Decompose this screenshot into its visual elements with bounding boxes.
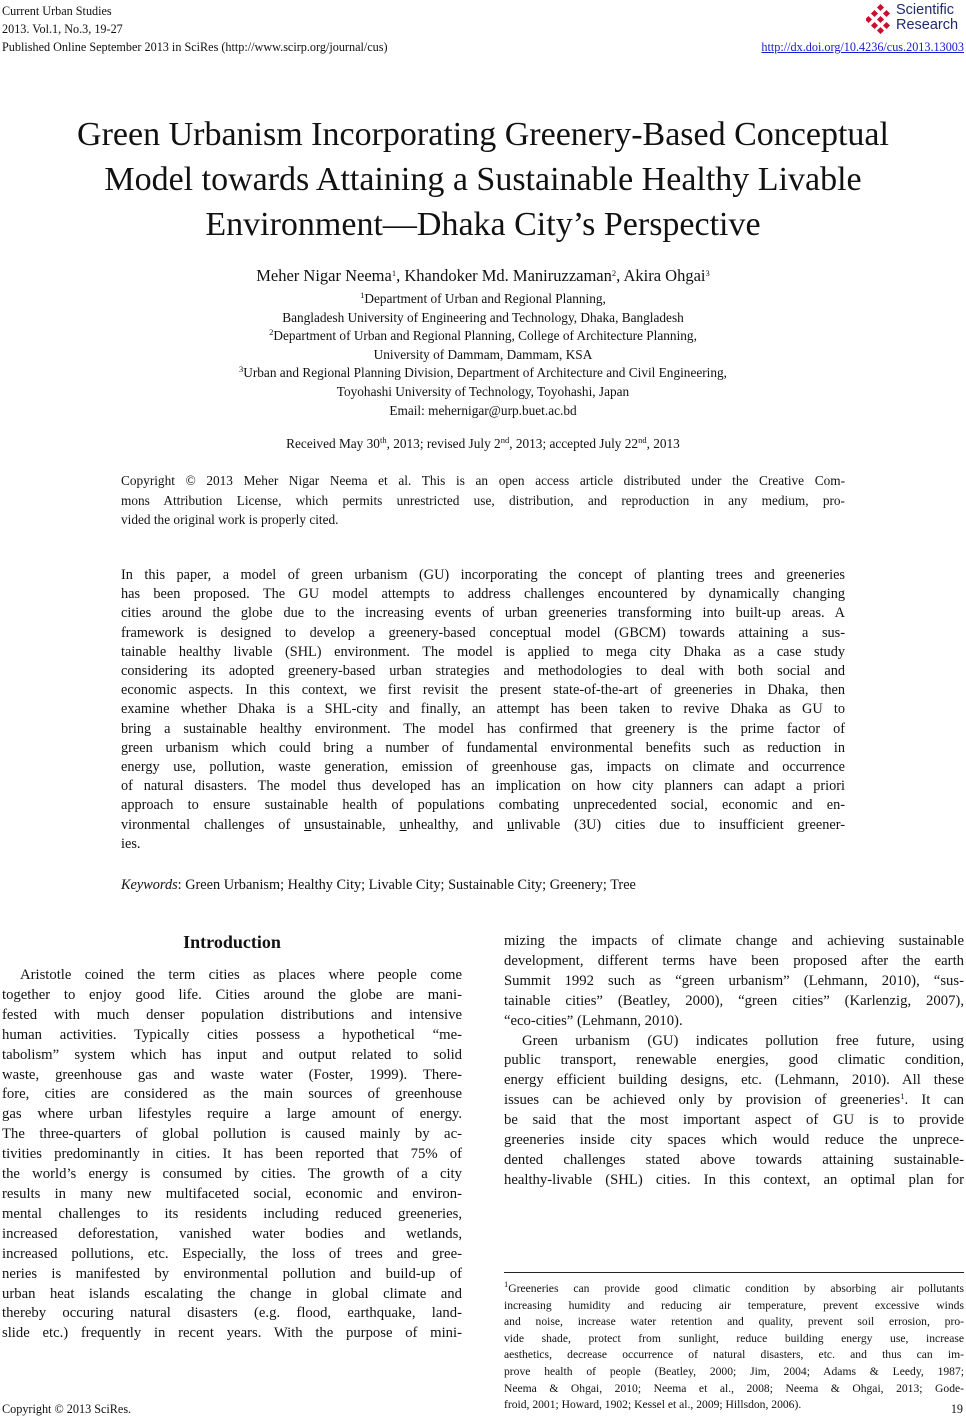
body-line: energy efficient building designs, etc. (Lehmann, 2010). All these xyxy=(504,1072,964,1089)
body-line: tabolism” system which has input and output related to solid xyxy=(2,1046,462,1063)
body-line: dented challenges stated above towards attaining sustainable- xyxy=(504,1151,964,1168)
body-line: human activities. Typically cities possess a hypothetical “me- xyxy=(2,1026,462,1043)
keywords-label: Keywords xyxy=(121,877,178,893)
scientific-research-logo xyxy=(866,2,966,38)
abstract-line: ies. xyxy=(121,835,141,852)
body-line: increased deforestation, vanished water bodies and wetlands, xyxy=(2,1225,462,1242)
author-name: Akira Ohgai xyxy=(623,266,706,285)
abstract-line: energy use, pollution, waste generation, emission of greenhouse gas, impacts on climate and occurrence xyxy=(121,759,845,776)
body-line: slide etc.) frequently in recent years. With the purpose of mini- xyxy=(2,1325,462,1342)
affiliation-line: Bangladesh University of Engineering and Technology, Dhaka, Bangladesh xyxy=(282,309,684,325)
contact-email: Email: mehernigar@urp.buet.ac.bd xyxy=(389,402,577,418)
affiliation-line: $^1$Department of Urban and Regional Planning, xyxy=(360,290,606,306)
published-online: Published Online September 2013 in SciRes (http://www.scirp.org/journal/cus) xyxy=(2,40,388,54)
doi-link[interactable]: http://dx.doi.org/10.4236/cus.2013.13003 xyxy=(761,40,964,54)
body-line: be said that the most important aspect of GU is to provide xyxy=(504,1112,964,1129)
body-line: gas where urban lifestyles require a large amount of energy. xyxy=(2,1106,462,1123)
footnote-line: increasing humidity and reducing air temperature, prevent excessive winds xyxy=(504,1298,964,1312)
body-line: issues can be achieved only by provision of greeneries$^1$. It can xyxy=(504,1091,964,1109)
footnote-divider xyxy=(504,1272,964,1273)
affiliation-line: Toyohashi University of Technology, Toyohashi, Japan xyxy=(336,383,630,399)
body-line: mizing the impacts of climate change and achieving sustainable xyxy=(504,933,964,949)
copyright-line: mons Attribution License, which permits unrestricted use, distribution, and reproduction in any medium, pro- xyxy=(121,492,845,508)
footer-copyright: Copyright © 2013 SciRes. xyxy=(2,1402,132,1416)
author-name: Khandoker Md. Maniruzzaman xyxy=(404,266,612,285)
body-line: healthy-livable (SHL) cities. In this context, an optimal plan for xyxy=(504,1171,964,1188)
footnote-line: vide shade, protect from sunlight, reduce building energy use, increase xyxy=(504,1331,964,1345)
body-line: greeneries inside city spaces which would reduce the unprece- xyxy=(504,1132,964,1149)
body-line: together to enjoy good life. Cities around the globe are mani- xyxy=(2,986,462,1003)
body-line: public transport, renewable energies, good climatic condition, xyxy=(504,1052,964,1069)
abstract xyxy=(121,566,845,854)
footnote-ref[interactable]: 1 xyxy=(900,1091,905,1102)
body-line: Aristotle coined the term cities as places where people come xyxy=(20,967,462,983)
body-line: increased pollutions, etc. Especially, the loss of trees and gree- xyxy=(2,1245,462,1262)
abstract-line: green urbanism which could bring a number of fundamental environmental benefits such as reduction in xyxy=(121,739,845,756)
affiliation-line: University of Dammam, Dammam, KSA xyxy=(373,346,593,362)
keywords xyxy=(121,877,636,894)
title-line: Model towards Attaining a Sustainable Healthy Livable xyxy=(104,161,862,198)
footnote-line: prove health of people (Beatley, 2000; Jim, 2004; Adams & Leedy, 1987; xyxy=(504,1364,964,1378)
abstract-line: of natural disasters. The model thus developed has an implication on how city planners can adapt a priori xyxy=(121,778,845,795)
footnote-line: froid, 2001; Howard, 1902; Kessel et al., 2009; Hillsdon, 2006). xyxy=(504,1398,802,1412)
copyright-line: vided the original work is properly cited. xyxy=(121,512,339,527)
abstract-line: vironmental challenges of unsustainable, unhealthy, and unlivable (3U) cities due to insufficient greener- xyxy=(121,816,845,833)
body-line: The three-quarters of global pollution is caused mainly by ac- xyxy=(2,1126,462,1143)
body-line: urban heat islands escalating the change in global climate and xyxy=(2,1285,462,1302)
affiliation-line: $^2$Department of Urban and Regional Planning, College of Architecture Planning, xyxy=(269,327,697,344)
footnote xyxy=(504,1281,964,1414)
body-line: mental challenges to its residents including reduced greeneries, xyxy=(2,1205,462,1222)
body-line: tivities predominantly in cities. It has been reported that 75% of xyxy=(2,1146,462,1163)
keywords-text: : Green Urbanism; Healthy City; Livable City; Sustainable City; Greenery; Tree xyxy=(177,877,636,893)
body-line: thereby occuring natural disasters (e.g. flood, earthquake, land- xyxy=(2,1305,462,1322)
body-line: Summit 1992 such as “green urbanism” (Lehmann, 2010), “sus- xyxy=(504,972,964,989)
body-line: Green urbanism (GU) indicates pollution free future, using xyxy=(522,1032,964,1049)
copyright-notice xyxy=(121,471,845,530)
affiliation-line: $^3$Urban and Regional Planning Division, Department of Architecture and Civil Engineering, xyxy=(239,364,727,381)
right-column xyxy=(504,932,964,1191)
journal-header xyxy=(2,2,388,56)
body-line: fested with much denser population distributions and intensive xyxy=(2,1006,462,1023)
abstract-line: cities around the globe due to the increasing events of urban greeneries transforming into built-up areas. A xyxy=(121,605,845,622)
logo-text: Scientific Research xyxy=(896,2,959,33)
page-number: 19 xyxy=(950,1402,963,1416)
affiliations xyxy=(20,290,946,420)
body-line: results in many new multifaceted social, economic and environ- xyxy=(2,1185,462,1202)
abstract-line: approach to ensure sustainable health of populations combating unprecedented social, economic and en- xyxy=(121,797,845,814)
abstract-line: In this paper, a model of green urbanism (GU) incorporating the concept of planting trees and greeneries xyxy=(121,567,845,583)
body-line: tainable cities” (Beatley, 2000), “green cities” (Karlenzig, 2007), xyxy=(504,992,964,1009)
abstract-line: bring a sustainable healthy environment. The model has confirmed that greenery is the prime factor of xyxy=(121,720,845,737)
footnote-line: and noise, increase water retention and quality, prevent soil errosion, pro- xyxy=(504,1315,964,1329)
body-line: development, different terms have been proposed after the earth xyxy=(504,952,964,969)
abstract-line: examine whether Dhaka is a SHL-city and finally, an attempt has been taken to revive Dhaka as GU to xyxy=(121,701,845,718)
author-name: Meher Nigar Neema xyxy=(256,266,392,285)
abstract-line: tainable healthy livable (SHL) environment. The model is applied to mega city Dhaka as a case study xyxy=(121,643,845,660)
body-line: fore, cities are considered as the main sources of greenhouse xyxy=(2,1086,462,1103)
section-heading: Introduction xyxy=(183,932,281,952)
received-dates: Received May 30th, 2013; revised July 2nd, 2013; accepted July 22nd, 2013 xyxy=(286,435,680,451)
journal-name: Current Urban Studies xyxy=(2,4,112,18)
left-column xyxy=(2,966,462,1344)
body-line: the world’s energy is consumed by cities. The growth of a city xyxy=(2,1166,462,1183)
logo-diamond-icon xyxy=(866,4,896,34)
title-line: Environment—Dhaka City’s Perspective xyxy=(205,206,761,243)
journal-volume: 2013. Vol.1, No.3, 19-27 xyxy=(2,22,123,36)
abstract-line: economic aspects. In this context, we first revisit the present state-of-the-art of greeneries in Dhaka, then xyxy=(121,682,845,699)
title-line: Green Urbanism Incorporating Greenery-Based Conceptual xyxy=(77,116,889,153)
body-line: waste, greenhouse gas and waste water (Foster, 1999). There- xyxy=(2,1066,462,1083)
body-line: “eco-cities” (Lehmann, 2010). xyxy=(504,1012,683,1029)
footnote-line: aesthetics, decrease occurrence of natural disasters, etc. and thus can im- xyxy=(504,1348,964,1362)
body-line: neries is manifested by environmental pollution and build-up of xyxy=(2,1265,462,1282)
abstract-line: has been proposed. The GU model attempts to address challenges encountered by dynamically changing xyxy=(121,586,845,603)
footnote-line: $^1$Greeneries can provide good climatic condition by absorbing air pollutants xyxy=(504,1279,964,1295)
author-list: Meher Nigar Neema$^1$, Khandoker Md. Maniruzzaman$^2$, Akira Ohgai$^3$ xyxy=(256,266,710,285)
abstract-line: framework is designed to develop a greenery-based conceptual model (GBCM) towards attaining a sus- xyxy=(121,624,845,641)
paper-title xyxy=(20,112,946,247)
abstract-line: considering its adopted greenery-based urban strategies and methodologies to deal with both social and xyxy=(121,663,845,680)
footnote-line: Neema & Ohgai, 2010; Neema et al., 2008; Neema & Ohgai, 2013; Gode- xyxy=(504,1381,964,1395)
copyright-line: Copyright © 2013 Meher Nigar Neema et al. This is an open access article distributed under the Creative Com- xyxy=(121,473,845,488)
